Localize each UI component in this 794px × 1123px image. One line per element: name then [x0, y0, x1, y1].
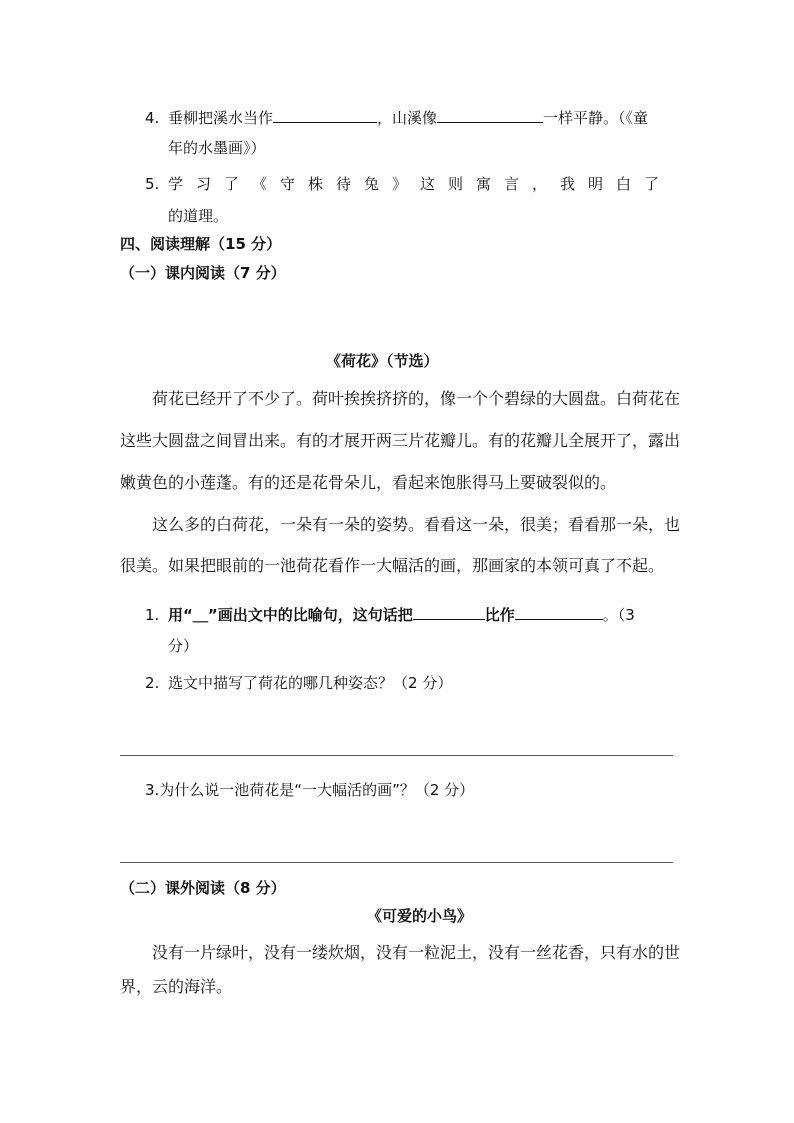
passage-2-line: 没有一片绿叶，没有一缕炊烟，没有一粒泥土，没有一丝花香，只有水的世: [152, 943, 681, 962]
passage-1-line: 很美。如果把眼前的一池荷花看作一大幅活的画，那画家的本领可真了不起。: [120, 556, 665, 575]
question-4-line2: 年的水墨画》）: [168, 139, 266, 157]
reading-question-3-text: 3.为什么说一池荷花是“一大幅活的画”？（2 分）: [145, 781, 475, 799]
answer-blank[interactable]: [437, 108, 543, 123]
question-5-number: 5.: [145, 175, 160, 193]
question-4-text-a: 垂柳把溪水当作: [168, 109, 274, 127]
reading-question-1-number: 1.: [145, 606, 160, 624]
reading-question-1-text-b: 比作: [484, 606, 515, 624]
answer-line[interactable]: [120, 755, 673, 756]
passage-1-line: 这么多的白荷花，一朵有一朵的姿势。看看这一朵，很美；看看那一朵，也: [152, 515, 681, 534]
section-4-heading: 四、阅读理解（15 分）: [120, 235, 282, 253]
passage-2-line: 界，云的海洋。: [120, 977, 233, 996]
answer-blank[interactable]: [273, 108, 377, 123]
question-4-line1: [168, 108, 648, 128]
question-5-line2: 的道理。: [168, 207, 229, 225]
part-1-heading: （一）课内阅读（7 分）: [120, 264, 286, 282]
reading-question-1-text-a: 用“＿”画出文中的比喻句，这句话把: [168, 606, 413, 624]
question-4-text-c: 一样平静。（《童: [543, 109, 649, 127]
reading-question-1-line1: [168, 605, 635, 625]
reading-question-1-text-c: 。（3: [602, 606, 635, 624]
reading-question-2-number: 2.: [145, 674, 160, 692]
question-5-line1: 学习了《守株待兔》这则寓言，我明白了: [168, 175, 673, 193]
passage-2-title: 《可爱的小鸟》: [367, 907, 473, 925]
part-2-heading: （二）课外阅读（8 分）: [120, 879, 286, 897]
reading-question-1-line2: 分）: [168, 637, 199, 655]
passage-1-line: 荷花已经开了不少了。荷叶挨挨挤挤的，像一个个碧绿的大圆盘。白荷花在: [152, 389, 681, 408]
answer-line[interactable]: [120, 862, 673, 863]
passage-1-line: 嫩黄色的小莲蓬。有的还是花骨朵儿，看起来饱胀得马上要破裂似的。: [120, 473, 617, 492]
reading-question-2-text: 选文中描写了荷花的哪几种姿态？（2 分）: [168, 674, 453, 692]
answer-blank[interactable]: [515, 605, 603, 620]
question-4-number: 4.: [145, 109, 160, 127]
passage-1-line: 这些大圆盘之间冒出来。有的才展开两三片花瓣儿。有的花瓣儿全展开了，露出: [120, 431, 681, 450]
passage-1-title: 《荷花》（节选）: [326, 352, 439, 370]
answer-blank[interactable]: [413, 605, 485, 620]
question-4-text-b: ，山溪像: [377, 109, 438, 127]
